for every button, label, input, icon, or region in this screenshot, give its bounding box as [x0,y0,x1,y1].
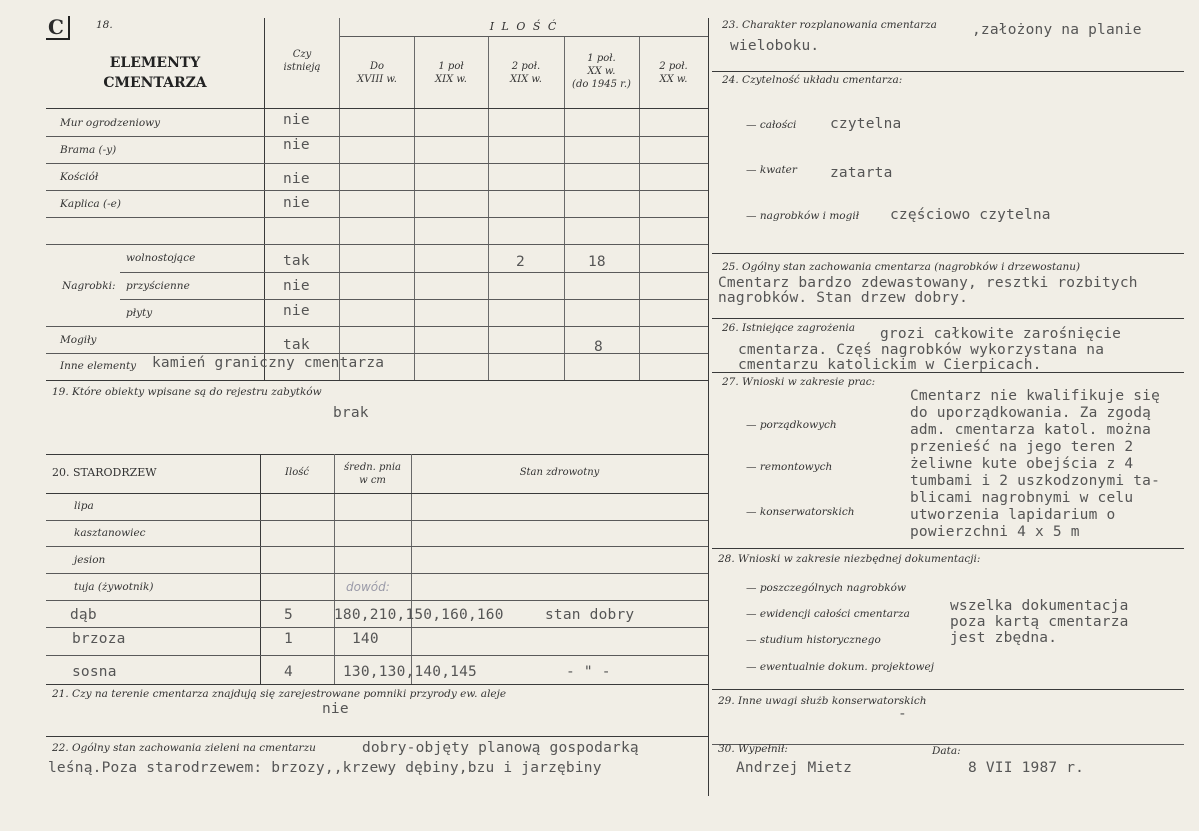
s27-line-1: Cmentarz nie kwalifikuje się [910,388,1161,404]
row-label-mogily: Mogiły [60,334,97,346]
row-label-przyscienne: przyścienne [126,280,190,292]
row-exists-plyty: nie [283,303,310,319]
s22-value-2: leśną.Poza starodrzewem: brzozy,,krzewy dębiny,bzu i jarzębiny [48,760,602,776]
row-line [46,244,708,245]
s30-value: Andrzej Mietz [736,760,853,776]
s20-header-bottom [46,493,708,494]
s24-bottom [712,253,1184,254]
row-line [46,217,708,218]
row-line [46,573,708,574]
s19-label: 19. Które obiekty wpisane są do rejestru zabytków [52,386,322,398]
s27-line-4: przenieść na jego teren 2 [910,439,1134,455]
s23-value-1: ,założony na planie [972,22,1142,38]
row-label-brama: Brama (-y) [60,144,117,156]
s18-col-exists: Czy istnieją [283,49,321,73]
s23-value-2: wieloboku. [730,38,820,54]
row-label-kosciol: Kościół [60,171,99,183]
s20-bottom [46,684,708,685]
s26-value-3: cmentarzu katolickim w Cierpicach. [738,357,1042,373]
s30-date-label: Data: [932,745,961,757]
s28-label: 28. Wnioski w zakresie niezbędnej dokumentacji: [718,553,981,565]
s18-number: 18. [96,19,113,31]
s25-value-1: Cmentarz bardzo zdewastowany, resztki rozbitych [718,275,1138,291]
row-exists-brama: nie [283,137,310,153]
tree-lipa: lipa [74,500,94,512]
row-line [46,627,708,628]
s26-value-2: cmentarza. Częś nagrobków wykorzystana na [738,342,1105,358]
tree-dab-state: stan dobry [545,607,635,623]
row-label-plyty: płyty [126,307,153,319]
row-label-kaplica: Kaplica (-e) [60,198,121,210]
s23-label: 23. Charakter rozplanowania cmentarza [722,19,937,31]
s24-value-nagrobkow: częściowo czytelna [890,207,1051,223]
tree-sosna: sosna [72,664,117,680]
s24-value-kwater: zatarta [830,165,893,181]
s19-value: brak [333,405,369,421]
nagrobki-label: Nagrobki: [62,280,116,292]
s29-value: - [898,706,907,722]
s20-col-ilosc: Ilość [285,467,309,478]
ilosc-underline [340,36,708,37]
col-divider-2 [414,36,415,380]
tree-kasztanowiec: kasztanowiec [74,527,146,539]
center-divider [708,18,709,796]
s18-col-3: 2 poł. XIX w. [510,61,542,85]
s22-label: 22. Ogólny stan zachowania zieleni na cmentarzu [52,742,316,754]
row-exists-kosciol: nie [283,171,310,187]
s28-item-4: — ewentualnie dokum. projektowej [746,661,934,673]
s22-value-1: dobry-objęty planową gospodarką [362,740,639,756]
row-line [46,136,708,137]
s24-label: 24. Czytelność układu cmentarza: [722,74,903,86]
s25-value-2: nagrobków. Stan drzew dobry. [718,290,969,306]
s20-col-divider [411,454,412,684]
tree-dab-qty: 5 [284,607,293,623]
s18-col-5: 2 poł. XX w. [659,61,688,85]
row-line [120,299,708,300]
col-divider-3 [488,36,489,380]
s20-col-stan: Stan zdrowotny [519,467,600,478]
s18-header-bottom [46,108,708,109]
s19-bottom [46,454,708,455]
s18-col-2: 1 poł XIX w. [435,61,467,85]
s28-bottom [712,689,1184,690]
s28-item-1: — poszczególnych nagrobków [746,582,906,594]
card-letter: C [46,16,70,40]
s18-col-4: 1 poł. XX w. (do 1945 r.) [572,53,631,90]
row-label-mur: Mur ogrodzeniowy [60,117,161,129]
tree-brzoza-qty: 1 [284,631,293,647]
s24-value-calosci: czytelna [830,116,902,132]
row-line [46,600,708,601]
tree-sosna-state: - " - [566,664,611,680]
s30-date-value: 8 VII 1987 r. [968,760,1085,776]
row-line [46,520,708,521]
row-line [46,163,708,164]
row-exists-mur: nie [283,112,310,128]
s18-ilosc-header: I L O Ś Ć [489,20,559,33]
s27-label: 27. Wnioski w zakresie prac: [722,376,876,388]
s26-value-1: grozi całkowite zarośnięcie [880,326,1122,342]
s27-item-konserwatorskich: — konserwatorskich [746,506,855,518]
s24-item-calosci: — całości [746,119,797,131]
row-label-wolnostojace: wolnostojące [126,252,196,264]
tree-dab: dąb [70,607,97,623]
row-line [120,272,708,273]
s18-col-1: Do XVIII w. [357,61,397,85]
s20-col-divider [260,454,261,684]
tree-sosna-diam: 130,130,140,145 [343,664,477,680]
row-mogily-1pol-xx: 8 [594,339,603,355]
tree-tuja: tuja (żywotnik) [74,581,154,593]
pencil-note: dowód: [346,580,390,594]
s24-item-nagrobkow: — nagrobków i mogił [746,210,860,222]
s20-title: 20. STARODRZEW [52,466,157,479]
s18-title: ELEMENTY CMENTARZA [103,55,207,91]
s18-bottom [46,380,708,381]
tree-brzoza-diam: 140 [352,631,379,647]
row-exists-wolnostojace: tak [283,253,310,269]
row-line [46,655,708,656]
inne-elementy-value: kamień graniczny cmentarza [152,355,385,371]
s29-label: 29. Inne uwagi służb konserwatorskich [718,695,927,707]
s28-line-3: jest zbędna. [950,630,1058,646]
col-divider-5 [639,36,640,380]
row-exists-mogily: tak [283,337,310,353]
s28-line-1: wszelka dokumentacja [950,598,1129,614]
s28-line-2: poza kartą cmentarza [950,614,1129,630]
row-exists-przyscienne: nie [283,278,310,294]
inne-elementy-label: Inne elementy [60,360,137,372]
s26-label: 26. Istniejące zagrożenia [722,322,856,334]
s25-bottom [712,318,1184,319]
s27-bottom [712,548,1184,549]
s27-line-7: blicami nagrobnymi w celu [910,490,1134,506]
s27-item-porzadkowych: — porządkowych [746,419,837,431]
s21-label: 21. Czy na terenie cmentarza znajdują się zarejestrowane pomniki przyrody ew. aleje [52,688,507,700]
tree-brzoza: brzoza [72,631,126,647]
s27-line-9: powierzchni 4 x 5 m [910,524,1080,540]
s27-item-remontowych: — remontowych [746,461,833,473]
tree-jesion: jesion [74,554,106,566]
s30-label: 30. Wypełnił: [718,743,788,755]
s27-line-2: do uporządkowania. Za zgodą [910,405,1152,421]
row-line [46,353,708,354]
row-line [46,190,708,191]
row-line [46,546,708,547]
s28-item-2: — ewidencji całości cmentarza [746,608,910,620]
row-wolnostojace-1pol-xx: 18 [588,254,606,270]
s27-line-6: tumbami i 2 uszkodzonymi ta- [910,473,1161,489]
row-line [46,326,708,327]
row-wolnostojace-2pol-xix: 2 [516,254,525,270]
s24-item-kwater: — kwater [746,164,797,176]
row-exists-kaplica: nie [283,195,310,211]
s23-bottom [712,71,1184,72]
s27-line-8: utworzenia lapidarium o [910,507,1116,523]
tree-sosna-qty: 4 [284,664,293,680]
tree-dab-diam: 180,210,150,160,160 [334,607,504,623]
s28-item-3: — studium historycznego [746,634,881,646]
s25-label: 25. Ogólny stan zachowania cmentarza (nagrobków i drzewostanu) [722,261,1081,273]
s20-col-divider [334,454,335,684]
s21-bottom [46,736,708,737]
s27-line-5: żeliwne kute obejścia z 4 [910,456,1134,472]
s21-value: nie [322,701,349,717]
s20-col-sredn: średn. pnia w cm [343,462,402,486]
s27-line-3: adm. cmentarza katol. można [910,422,1152,438]
